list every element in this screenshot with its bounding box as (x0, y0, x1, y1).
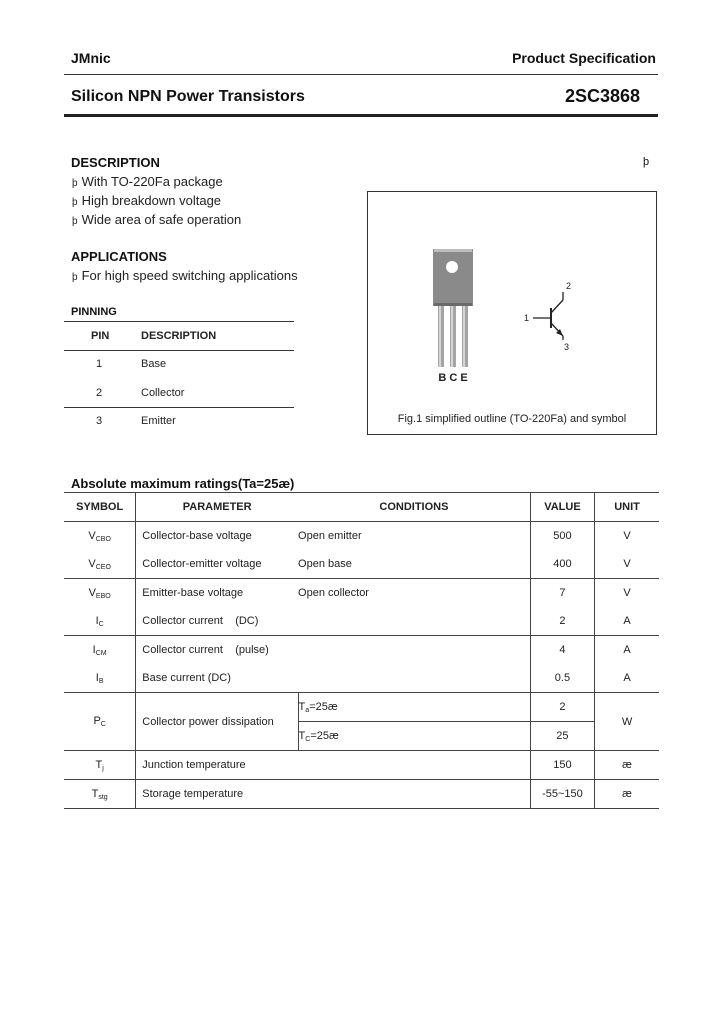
header-rule (64, 74, 658, 75)
header-value: VALUE (530, 493, 594, 522)
unit-cell: V (595, 550, 659, 579)
table-row (64, 579, 659, 608)
value-cell: 2 (530, 693, 594, 722)
package-body (433, 249, 473, 306)
applications-item: þ For high speed switching applications (72, 268, 298, 283)
condition-cell: Open collector (298, 587, 369, 599)
symbol-cell: ICM (92, 643, 107, 657)
pin-description: Collector (141, 387, 185, 399)
pin-letters: B C E (438, 372, 468, 384)
table-row (64, 522, 659, 551)
unit-cell: V (595, 579, 659, 608)
symbol-cell: Tj (95, 758, 104, 772)
condition-cell: Open emitter (298, 530, 362, 542)
pinning-rule-bottom (64, 407, 294, 408)
condition-cell: Ta=25æ (298, 693, 530, 722)
pinning-heading: PINNING (71, 306, 117, 318)
table-row (64, 636, 659, 665)
header-unit: UNIT (595, 493, 659, 522)
description-heading: DESCRIPTION (71, 155, 160, 170)
header-conditions: CONDITIONS (379, 501, 449, 513)
symbol-label-base: 1 (523, 313, 529, 323)
part-number: 2SC3868 (564, 86, 640, 106)
parameter-cell: Collector current (pulse) (136, 636, 298, 665)
parameter-cell: Collector-base voltage (136, 522, 298, 551)
unit-cell: V (595, 522, 659, 551)
header-parameter: PARAMETER (136, 493, 298, 522)
unit-cell: æ (595, 751, 659, 780)
condition-cell (298, 664, 530, 693)
description-item: þ Wide area of safe operation (72, 212, 242, 227)
symbol-label-emitter: 3 (564, 342, 570, 352)
condition-cell: TC=25æ (298, 722, 530, 751)
bullet-icon: þ (72, 216, 78, 227)
bullet-icon: þ (72, 178, 78, 189)
parameter-cell: Collector power dissipation (136, 693, 298, 751)
symbol-cell: PC (64, 693, 136, 751)
unit-cell: A (595, 664, 659, 693)
value-cell: 500 (530, 522, 594, 551)
bullet-icon: þ (72, 197, 78, 208)
symbol-cell: VCEO (88, 557, 111, 571)
table-row (64, 664, 659, 693)
unit-cell: æ (595, 780, 659, 809)
description-item: þ High breakdown voltage (72, 193, 222, 208)
parameter-cell: Storage temperature (136, 780, 298, 809)
page-title: Silicon NPN Power Transistors (71, 88, 305, 105)
figure-caption: Fig.1 simplified outline (TO-220Fa) and symbol (397, 413, 627, 425)
parameter-cell: Collector current (DC) (136, 607, 298, 636)
desc-col-header: DESCRIPTION (141, 330, 217, 342)
table-row (64, 780, 659, 809)
pin-description: Emitter (141, 415, 176, 427)
condition-cell (298, 607, 530, 636)
value-cell: 400 (530, 550, 594, 579)
ratings-title: Absolute maximum ratings(Ta=25æ) (71, 476, 295, 491)
pin-description: Base (141, 358, 167, 370)
condition-cell (298, 780, 530, 809)
parameter-cell: Junction temperature (136, 751, 298, 780)
corner-mark: þ (643, 156, 650, 168)
condition-cell: Open base (298, 558, 352, 570)
doc-type: Product Specification (512, 50, 656, 66)
table-row (64, 751, 659, 780)
symbol-cell: VEBO (88, 586, 111, 600)
unit-cell: A (595, 607, 659, 636)
value-cell: 2 (530, 607, 594, 636)
table-header-row (64, 493, 659, 522)
pinning-rule-top (64, 321, 294, 322)
symbol-cell: Tstg (91, 787, 108, 801)
applications-heading: APPLICATIONS (71, 249, 167, 264)
description-item: þ With TO-220Fa package (72, 174, 223, 189)
pin-number: 2 (96, 387, 103, 399)
value-cell: -55~150 (530, 780, 594, 809)
value-cell: 0.5 (530, 664, 594, 693)
table-row (64, 607, 659, 636)
symbol-cell: VCBO (88, 529, 111, 543)
brand-name: JMnic (71, 50, 111, 66)
value-cell: 25 (530, 722, 594, 751)
table-row (64, 550, 659, 579)
value-cell: 7 (530, 579, 594, 608)
bullet-icon: þ (72, 272, 78, 283)
pin-number: 3 (96, 415, 103, 427)
header-symbol: SYMBOL (76, 501, 124, 513)
condition-cell (298, 751, 530, 780)
value-cell: 4 (530, 636, 594, 665)
package-outline-icon (368, 192, 656, 434)
pinning-rule-mid (64, 350, 294, 351)
mounting-hole (446, 261, 458, 273)
parameter-cell: Collector-emitter voltage (136, 550, 298, 579)
unit-cell: W (595, 693, 659, 751)
condition-cell (298, 636, 530, 665)
symbol-cell: IC (95, 614, 104, 628)
ratings-table (64, 492, 659, 809)
parameter-cell: Base current (DC) (136, 664, 298, 693)
symbol-cell: IB (95, 671, 104, 685)
pin-number: 1 (96, 358, 103, 370)
figure-box (367, 191, 657, 435)
title-rule (64, 114, 658, 117)
table-row-pc (64, 693, 659, 722)
parameter-cell: Emitter-base voltage (136, 579, 298, 608)
pin-col-header: PIN (91, 330, 110, 342)
value-cell: 150 (530, 751, 594, 780)
unit-cell: A (595, 636, 659, 665)
symbol-label-collector: 2 (566, 281, 572, 291)
